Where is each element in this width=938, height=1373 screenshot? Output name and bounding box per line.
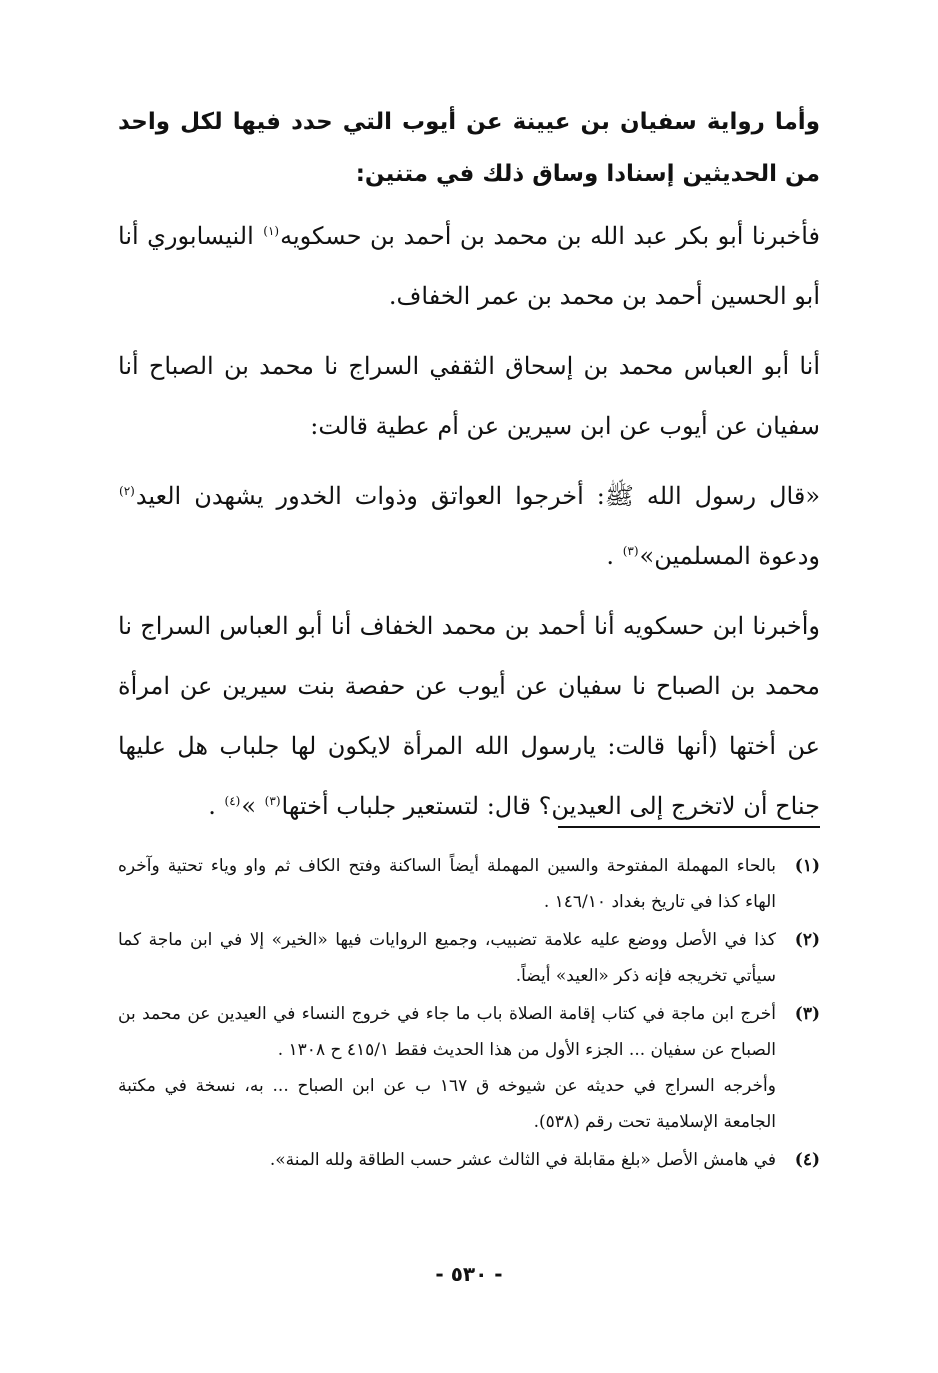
footnotes xyxy=(118,848,820,1180)
footnote-body xyxy=(118,848,776,920)
footnote-1 xyxy=(118,848,820,920)
footnote-number: (٣) xyxy=(794,1004,820,1024)
paragraph-3-text xyxy=(118,466,820,586)
paragraph-1 xyxy=(118,206,820,326)
paragraph-3-text-middle: ودعوة المسلمين» xyxy=(639,542,820,570)
footnote-ref-4: (٤) xyxy=(224,794,241,808)
footnote-4 xyxy=(118,1142,820,1178)
footnote-2 xyxy=(118,922,820,994)
footnote-3 xyxy=(118,996,820,1140)
footnote-text: في هامش الأصل «بلغ مقابلة في الثالث عشر حسب الطاقة ولله المنة». xyxy=(269,1150,776,1170)
paragraph-1-text-before: فأخبرنا أبو بكر عبد الله بن محمد بن أحمد بن حسكويه xyxy=(280,222,821,250)
paragraph-2 xyxy=(118,336,820,456)
paragraph-4-text-middle: » xyxy=(241,792,264,820)
footnote-text: بالحاء المهملة المفتوحة والسين المهملة أيضاً الساكنة وفتح الكاف ثم واو وياء تحتية وآخره الهاء كذا في تاريخ بغداد ١٤٦/١٠ . xyxy=(118,856,776,912)
paragraph-3 xyxy=(118,466,820,586)
paragraph-4-text-after: . xyxy=(208,792,224,820)
footnote-number: (٢) xyxy=(794,930,820,950)
footnote-separator xyxy=(558,826,820,828)
paragraph-1-text xyxy=(118,206,820,326)
paragraph-1-text-after: النيسابوري أنا أبو الحسين أحمد بن محمد بن عمر الخفاف. xyxy=(118,222,820,310)
paragraph-3-text-before: «قال رسول الله ﷺ: أخرجوا العواتق وذوات الخدور يشهدن العيد xyxy=(135,482,820,510)
footnote-text: أخرج ابن ماجة في كتاب إقامة الصلاة باب ما جاء في خروج النساء في العيدين عن محمد بن الصباح عن سفيان ... الجزء الأول من هذا الحديث فقط ٤١٥/١ ح ١٣٠٨ . xyxy=(118,1004,776,1060)
footnote-text: وأخرجه السراج في حديثه عن شيوخه ق ١٦٧ ب عن ابن الصباح ... به، نسخة في مكتبة الجامعة الإسلامية تحت رقم (٥٣٨). xyxy=(118,1076,776,1132)
footnote-text: كذا في الأصل ووضع عليه علامة تضبيب، وجميع الروايات فيها «الخير» إلا في ابن ماجة كما سيأتي تخريجه فإنه ذكر «العيد» أيضاً. xyxy=(118,930,776,986)
main-text xyxy=(118,96,820,846)
footnote-ref-3b: (٣) xyxy=(264,794,281,808)
paragraph-4-text xyxy=(118,596,820,836)
footnote-number: (١) xyxy=(794,856,820,876)
section-heading: وأما رواية سفيان بن عيينة عن أيوب التي حدد فيها لكل واحد من الحديثين إسنادا وساق ذلك في متنين: xyxy=(118,109,820,187)
paragraph-4-text-before: وأخبرنا ابن حسكويه أنا أحمد بن محمد الخفاف أنا أبو العباس السراج نا محمد بن الصباح نا سفيان عن أيوب عن حفصة بنت سيرين عن امرأة عن أختها (أنها قالت: يارسول الله المرأة لايكون لها جلباب هل عليها جناح أن لاتخرج إلى العيدين؟ قال: لتستعير جلباب أختها xyxy=(118,612,820,820)
footnote-ref-1: (١) xyxy=(263,224,280,238)
paragraph-4 xyxy=(118,596,820,836)
footnote-ref-2: (٢) xyxy=(119,484,135,498)
paragraph-3-text-after: . xyxy=(606,542,622,570)
page-number: - ٥٣٠ - xyxy=(435,1262,503,1286)
paragraph-2-text: أنا أبو العباس محمد بن إسحاق الثقفي السراج نا محمد بن الصباح أنا سفيان عن أيوب عن ابن سيرين عن أم عطية قالت: xyxy=(118,352,820,440)
footnote-body xyxy=(118,922,776,994)
footnote-number: (٤) xyxy=(794,1150,820,1170)
footnote-body xyxy=(118,996,776,1140)
footnote-body xyxy=(118,1142,776,1178)
footnote-ref-3: (٣) xyxy=(622,544,639,558)
